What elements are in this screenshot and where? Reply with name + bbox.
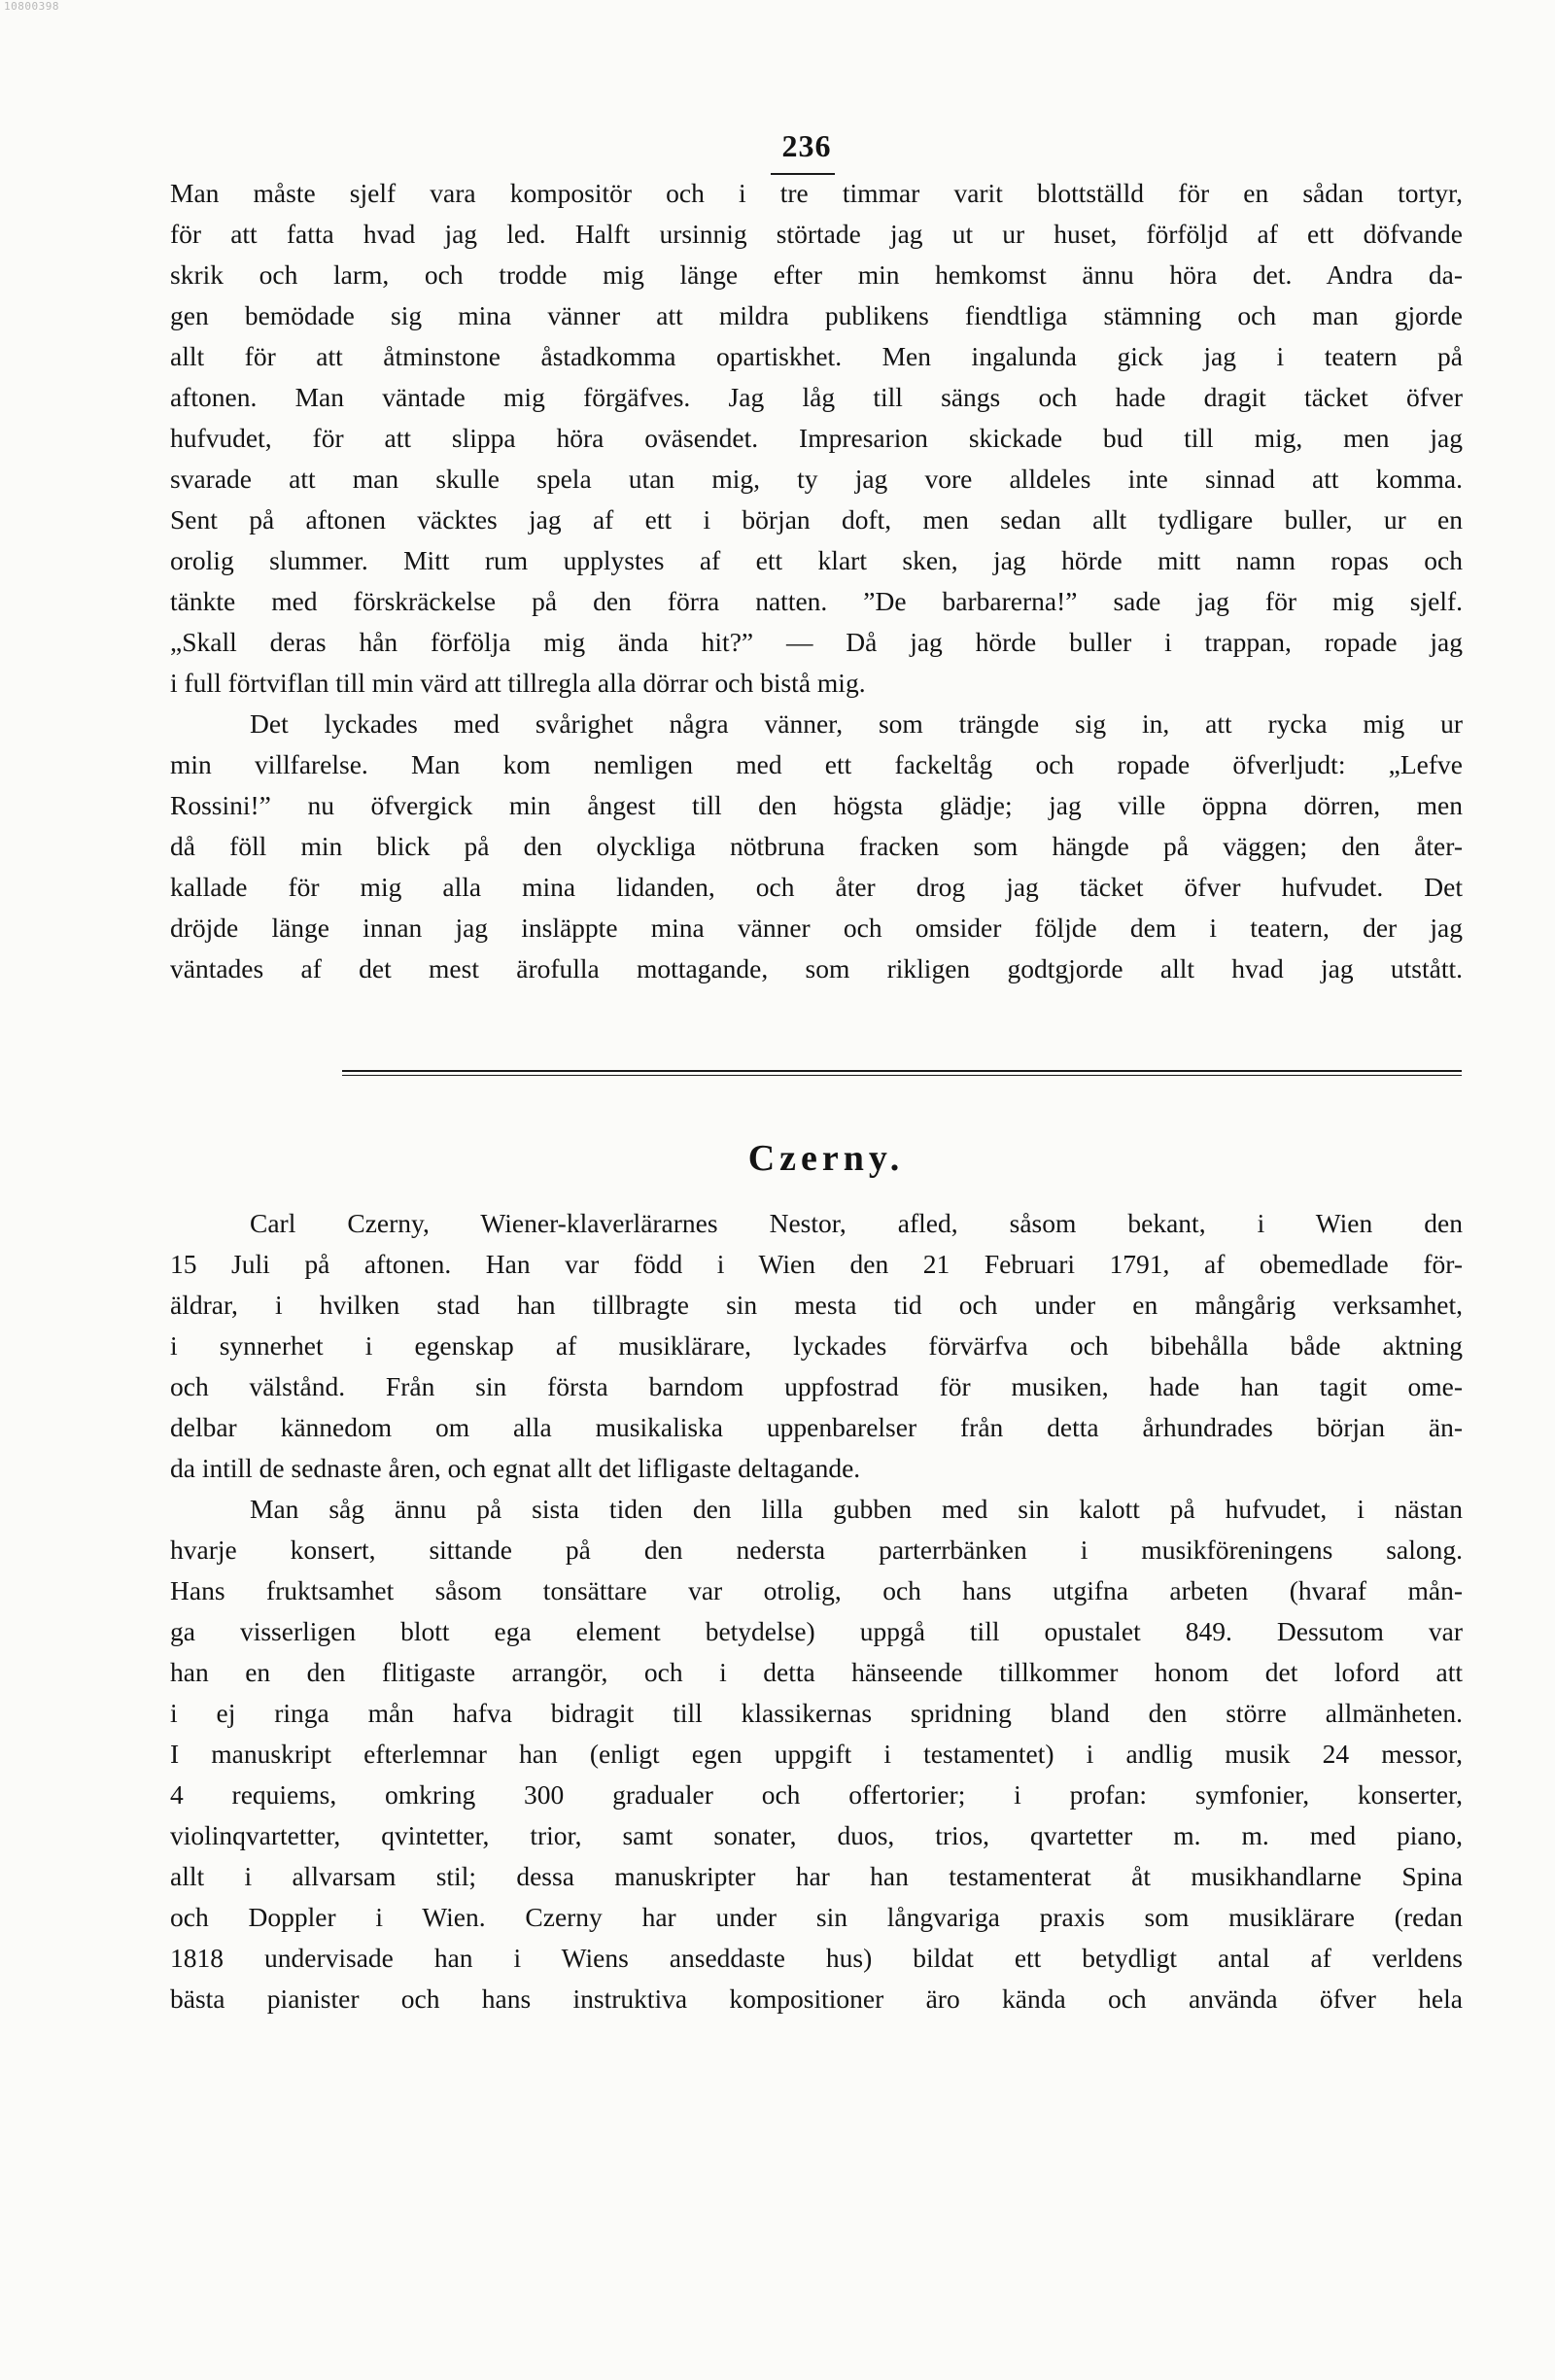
text-line: orolig slummer. Mitt rum upplystes af ett klart sken, jag hörde mitt namn ropas och <box>170 545 1463 575</box>
text-line: bästa pianister och hans instruktiva kompositioner äro kända och använda öfver hela <box>170 1983 1463 2014</box>
text-line: 1818 undervisade han i Wiens anseddaste hus) bildat ett betydligt antal af verldens <box>170 1943 1463 1973</box>
text-line: allt för att åtminstone åstadkomma opartiskhet. Men ingalunda gick jag i teatern på <box>170 341 1463 371</box>
text-line: Det lyckades med svårighet några vänner, som trängde sig in, att rycka mig ur <box>250 708 1463 739</box>
text-line: „Skall deras hån förfölja mig ända hit?” — Då jag hörde buller i trappan, ropade jag <box>170 627 1463 657</box>
page-number: 236 <box>781 128 832 163</box>
text-line: Sent på aftonen väcktes jag af ett i början doft, men sedan allt tydligare buller, ur en <box>170 504 1463 535</box>
text-line: violinqvartetter, qvintetter, trior, samt sonater, duos, trios, qvartetter m. m. med piano, <box>170 1820 1463 1850</box>
text-line: dröjde länge innan jag insläppte mina vänner och omsider följde dem i teatern, der jag <box>170 913 1463 943</box>
text-line: svarade att man skulle spela utan mig, ty jag vore alldeles inte sinnad att komma. <box>170 464 1463 494</box>
text-line: och välstånd. Från sin första barndom uppfostrad för musiken, hade han tagit ome- <box>170 1371 1463 1401</box>
text-line: då föll min blick på den olyckliga nötbruna fracken som hängde på väggen; den åter- <box>170 831 1463 861</box>
text-line: Man måste sjelf vara kompositör och i tre timmar varit blottställd för en sådan tortyr, <box>170 178 1463 208</box>
text-line: gen bemödade sig mina vänner att mildra publikens fiendtliga stämning och man gjorde <box>170 300 1463 330</box>
text-line: hvarje konsert, sittande på den nedersta parterrbänken i musikföreningens salong. <box>170 1535 1463 1565</box>
section-divider <box>342 1070 1462 1076</box>
text-line: delbar kännedom om alla musikaliska uppenbarelser från detta århundrades början än- <box>170 1412 1463 1442</box>
text-line: i full förtviflan till min värd att tillregla alla dörrar och bistå mig. <box>170 668 866 698</box>
text-line: äldrar, i hvilken stad han tillbragte sin mesta tid och under en mångårig verksamhet, <box>170 1290 1463 1320</box>
text-line: allt i allvarsam stil; dessa manuskripter har han testamenterat åt musikhandlarne Spina <box>170 1861 1463 1891</box>
text-line: tänkte med förskräckelse på den förra natten. ”De barbarerna!” sade jag för mig sjelf. <box>170 586 1463 616</box>
text-line: Carl Czerny, Wiener-klaverlärarnes Nestor, afled, såsom bekant, i Wien den <box>250 1208 1463 1238</box>
text-line: hufvudet, för att slippa höra oväsendet. Impresarion skickade bud till mig, men jag <box>170 423 1463 453</box>
text-line: kallade för mig alla mina lidanden, och åter drog jag täcket öfver hufvudet. Det <box>170 872 1463 902</box>
text-line: i synnerhet i egenskap af musiklärare, lyckades förvärfva och bibehålla både aktning <box>170 1330 1463 1361</box>
text-line: 15 Juli på aftonen. Han var född i Wien den 21 Februari 1791, af obemedlade för- <box>170 1249 1463 1279</box>
text-line: da intill de sednaste åren, och egnat allt det lifligaste deltagande. <box>170 1453 861 1483</box>
text-line: och Doppler i Wien. Czerny har under sin långvariga praxis som musiklärare (redan <box>170 1902 1463 1932</box>
text-line: skrik och larm, och trodde mig länge efter min hemkomst ännu höra det. Andra da- <box>170 259 1463 290</box>
text-line: Man såg ännu på sista tiden den lilla gubben med sin kalott på hufvudet, i nästan <box>250 1494 1463 1524</box>
text-line: aftonen. Man väntade mig förgäfves. Jag låg till sängs och hade dragit täcket öfver <box>170 382 1463 412</box>
scan-id-mark: 10800398 <box>4 0 59 13</box>
text-line: min villfarelse. Man kom nemligen med ett fackeltåg och ropade öfverljudt: „Lefve <box>170 749 1463 779</box>
text-line: I manuskript efterlemnar han (enligt egen uppgift i testamentet) i andlig musik 24 messor, <box>170 1739 1463 1769</box>
text-line: Rossini!” nu öfvergick min ångest till den högsta glädje; jag ville öppna dörren, men <box>170 790 1463 820</box>
text-line: i ej ringa mån hafva bidragit till klassikernas spridning bland den större allmänheten. <box>170 1698 1463 1728</box>
section-heading: Czerny. <box>747 1138 905 1179</box>
text-line: ga visserligen blott ega element betydelse) uppgå till opustalet 849. Dessutom var <box>170 1616 1463 1646</box>
text-line: väntades af det mest ärofulla mottagande, som rikligen godtgjorde allt hvad jag utstått. <box>170 953 1463 983</box>
text-line: Hans fruktsamhet såsom tonsättare var otrolig, och hans utgifna arbeten (hvaraf mån- <box>170 1575 1463 1605</box>
text-line: han en den flitigaste arrangör, och i detta hänseende tillkommer honom det loford att <box>170 1657 1463 1687</box>
text-line: 4 requiems, omkring 300 gradualer och offertorier; i profan: symfonier, konserter, <box>170 1779 1463 1810</box>
text-line: för att fatta hvad jag led. Halft ursinnig störtade jag ut ur huset, förföljd af ett döfvande <box>170 219 1463 249</box>
